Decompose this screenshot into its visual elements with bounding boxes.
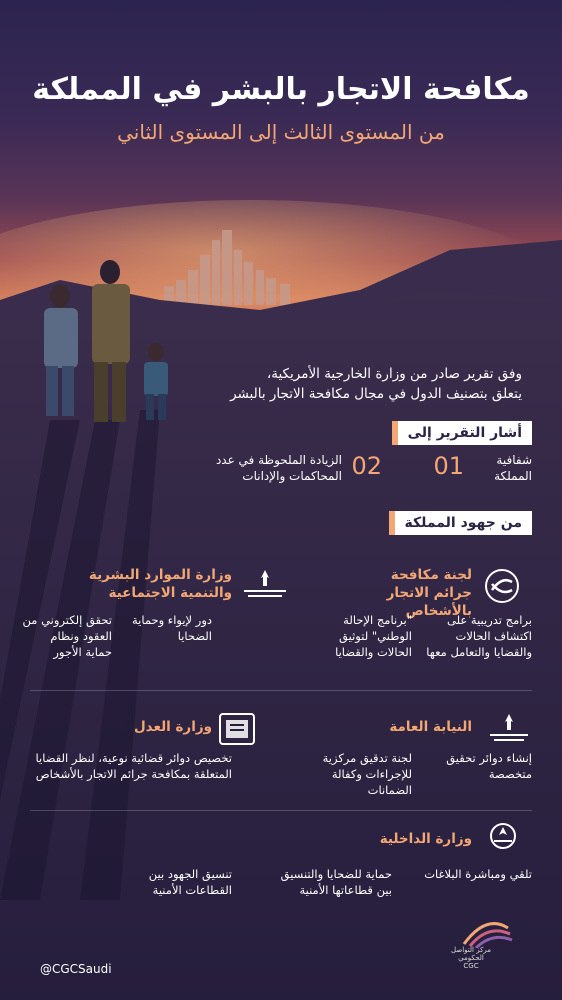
entity-5-item-3: تنسيق الجهود بين القطاعات الأمنية xyxy=(148,867,232,897)
report-item-1-number: 01 xyxy=(433,452,464,480)
intro-line-1: وفق تقرير صادر من وزارة الخارجية الأمريكية، xyxy=(266,366,522,382)
efforts-label: من جهود المملكة xyxy=(395,511,532,535)
justice-ministry-logo-icon xyxy=(218,712,256,746)
prosecution-logo-icon xyxy=(486,712,532,746)
hr-ministry-logo-icon xyxy=(240,566,290,604)
page-title: مكافحة الاتجار بالبشر في المملكة xyxy=(32,72,530,107)
entity-1-item-1: برامج تدريبية على اكتشاف الحالات والقضايا والتعامل معها xyxy=(426,613,532,659)
entity-3-item-1: إنشاء دوائر تحقيق متخصصة xyxy=(446,751,532,781)
divider-1 xyxy=(30,690,532,691)
social-handle[interactable]: @CGCSaudi xyxy=(40,962,112,976)
committee-logo-icon xyxy=(484,568,520,604)
report-item-2-number: 02 xyxy=(351,452,382,480)
entity-5-heading: وزارة الداخلية xyxy=(379,831,472,847)
interior-ministry-logo-icon xyxy=(486,822,520,852)
entity-1-heading: لجنة مكافحة جرائم الاتجار بالأشخاص xyxy=(386,567,472,619)
report-item-1-text: شفافية المملكة xyxy=(494,453,532,483)
entity-2-item-1: دور لإيواء وحماية الضحايا xyxy=(131,613,212,643)
cgc-logo-arabic: مركز التواصل الحكومي xyxy=(450,946,492,962)
cgc-logo-text xyxy=(446,946,496,970)
entity-2-heading: وزارة الموارد البشرية والتنمية الاجتماعية xyxy=(88,567,232,601)
intro-text xyxy=(222,364,522,404)
page-subtitle: من المستوى الثالث إلى المستوى الثاني xyxy=(117,120,445,144)
entity-3-heading: النيابة العامة xyxy=(389,719,472,735)
entity-5-item-2: حماية للضحايا والتنسيق بين قطاعاتها الأمنية xyxy=(280,867,392,897)
entity-2-item-2: تحقق إلكتروني من العقود ونظام حماية الأجور xyxy=(22,613,112,659)
report-label: أشار التقرير إلى xyxy=(398,421,532,445)
report-item-2-text: الزيادة الملحوظة في عدد المحاكمات والإدانات xyxy=(215,453,342,483)
cgc-logo-icon xyxy=(456,918,516,948)
cgc-logo-abbr: CGC xyxy=(463,962,479,970)
entity-1-item-2: "برنامج الإحالة الوطني" لتوثيق الحالات والقضايا xyxy=(335,613,412,659)
entity-4-heading: وزارة العدل xyxy=(133,719,212,735)
entity-5-item-1: تلقي ومباشرة البلاغات xyxy=(424,867,532,881)
intro-line-2: يتعلق بتصنيف الدول في مجال مكافحة الاتجار بالبشر xyxy=(230,386,522,402)
entity-4-item-1: تخصيص دوائر قضائية نوعية، لنظر القضايا المتعلقة بمكافحة جرائم الاتجار بالأشخاص xyxy=(35,751,232,781)
entity-3-item-2: لجنة تدقيق مركزية للإجراءات وكفالة الضمانات xyxy=(322,751,412,797)
divider-2 xyxy=(30,810,532,811)
